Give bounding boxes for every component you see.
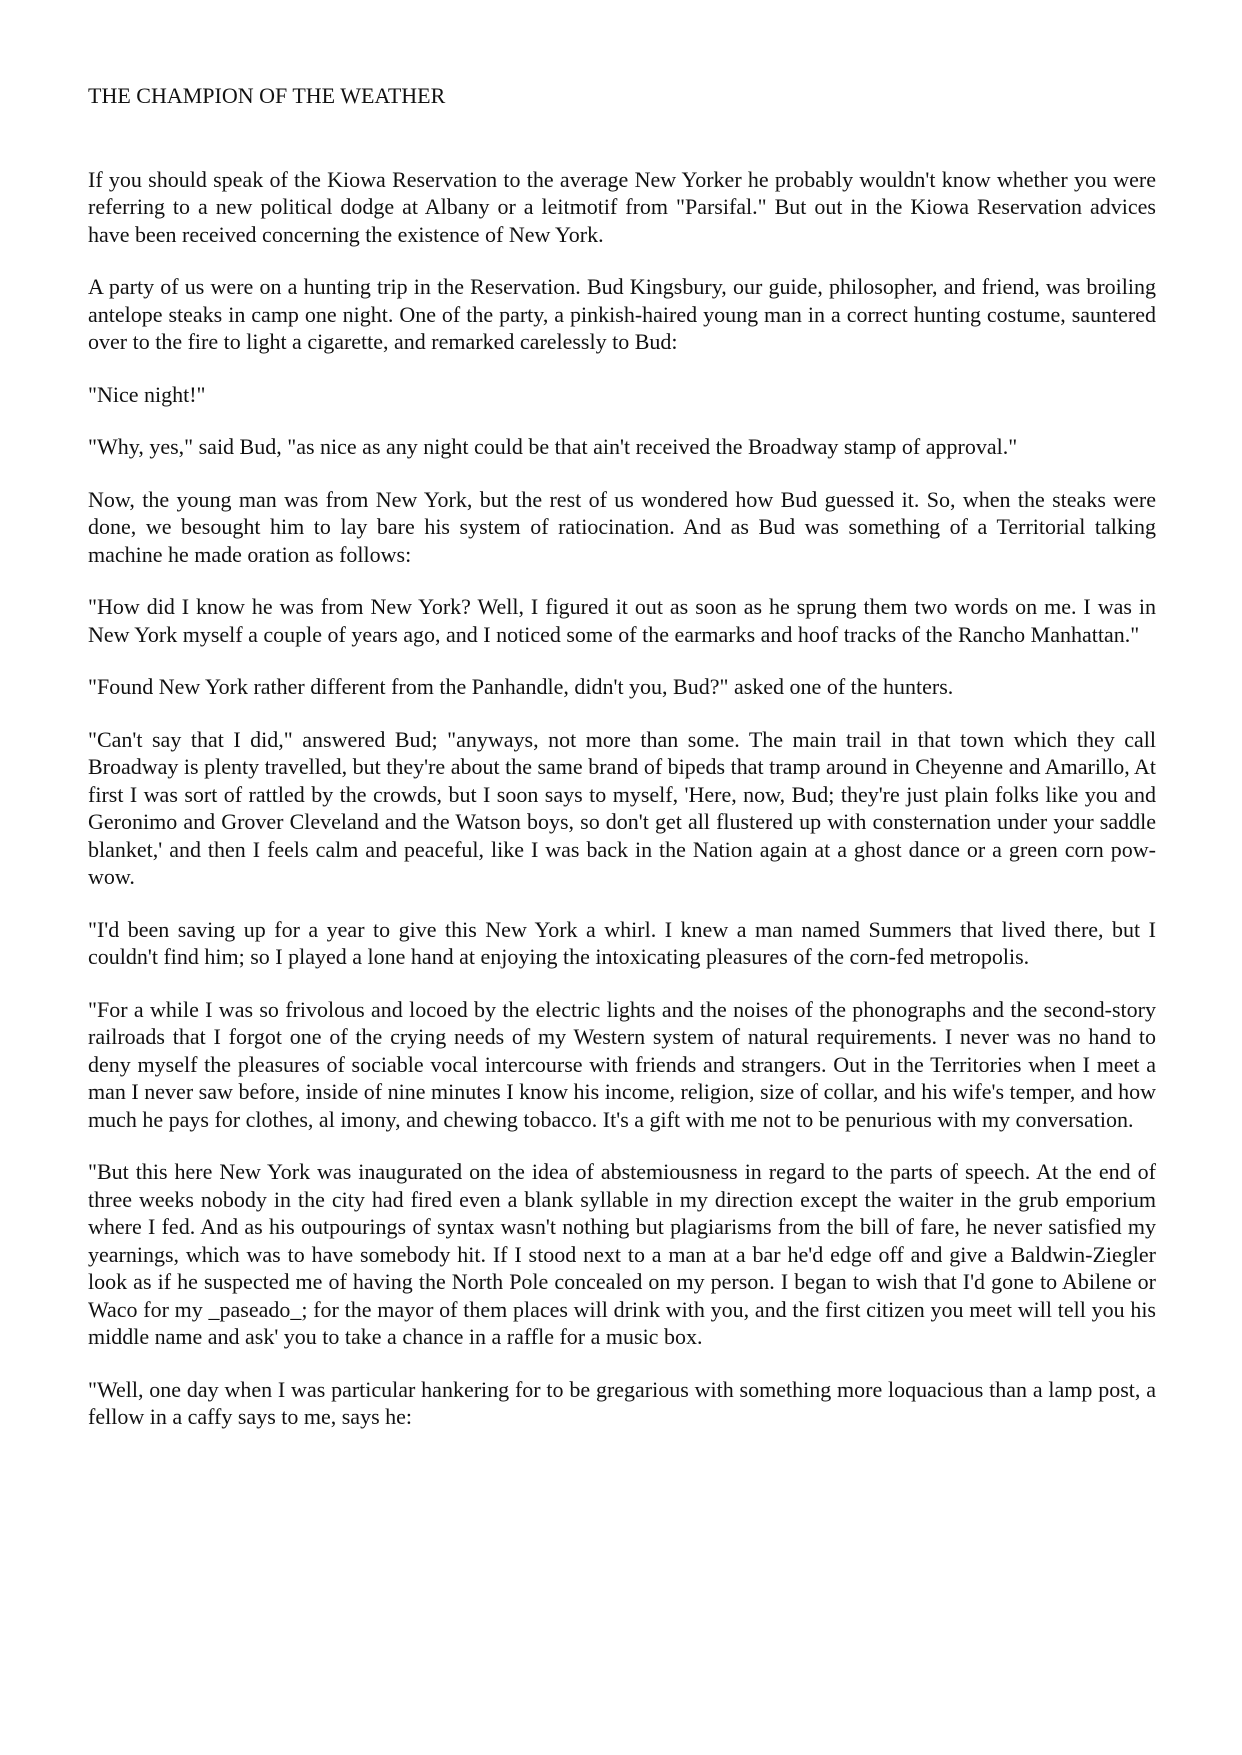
paragraph-6: "How did I know he was from New York? Well, I figured it out as soon as he sprung them two words on me. I was in New York myself a couple of years ago, and I noticed some of the earmarks and hoof tracks of the Rancho Manhattan." xyxy=(88,594,1156,647)
paragraph-4: "Why, yes," said Bud, "as nice as any night could be that ain't received the Broadway stamp of approval." xyxy=(88,434,1018,459)
paragraph-12: "Well, one day when I was particular hankering for to be gregarious with something more loquacious than a lamp post, a fellow in a caffy says to me, says he: xyxy=(88,1376,1156,1429)
paragraph-3: "Nice night!" xyxy=(88,381,206,407)
document-page xyxy=(88,82,1156,1456)
paragraph-7: "Found New York rather different from the Panhandle, didn't you, Bud?" asked one of the hunters. xyxy=(88,674,954,699)
paragraph-9: "I'd been saving up for a year to give this New York a whirl. I knew a man named Summers that lived there, but I couldn't find him; so I played a lone hand at enjoying the intoxicating pleasures of the corn-fed metropolis. xyxy=(88,916,1156,969)
paragraph-11: "But this here New York was inaugurated on the idea of abstemiousness in regard to the parts of speech. At the end of three weeks nobody in the city had fired even a blank syllable in my direction except the waiter in the grub emporium where I fed. And as his outpourings of syntax wasn't nothing but plagiarisms from the bill of fare, he never satisfied my yearnings, which was to have somebody hit. If I stood next to a man at a bar he'd edge off and give a Baldwin-Ziegler look as if he suspected me of having the North Pole concealed on my person. I began to wish that I'd gone to Abilene or Waco for my _paseado_; for the mayor of them places will drink with you, and the first citizen you meet will tell you his middle name and ask' you to take a chance in a raffle for a music box. xyxy=(88,1159,1156,1349)
paragraph-1: If you should speak of the Kiowa Reservation to the average New Yorker he probably wouldn't know whether you were referring to a new political dodge at Albany or a leitmotif from "Parsifal." But out in the Kiowa Reservation advices have been received concerning the existence of New York. xyxy=(88,166,1156,247)
paragraph-2: A party of us were on a hunting trip in the Reservation. Bud Kingsbury, our guide, philosopher, and friend, was broiling antelope steaks in camp one night. One of the party, a pinkish-haired young man in a correct hunting costume, sauntered over to the fire to light a cigarette, and remarked carelessly to Bud: xyxy=(88,274,1156,354)
story-title: THE CHAMPION OF THE WEATHER xyxy=(88,83,446,108)
paragraph-10: "For a while I was so frivolous and locoed by the electric lights and the noises of the phonographs and the second-story railroads that I forgot one of the crying needs of my Western system of natural requirements. I never was no hand to deny myself the pleasures of sociable vocal intercourse with friends and strangers. Out in the Territories when I meet a man I never saw before, inside of nine minutes I know his income, religion, size of collar, and his wife's temper, and how much he pays for clothes, al imony, and chewing tobacco. It's a gift with me not to be penurious with my conversation. xyxy=(88,996,1156,1132)
paragraph-5: Now, the young man was from New York, but the rest of us wondered how Bud guessed it. So, when the steaks were done, we besought him to lay bare his system of ratiocination. And as Bud was something of a Territorial talking machine he made oration as follows: xyxy=(88,486,1156,567)
paragraph-8: "Can't say that I did," answered Bud; "anyways, not more than some. The main trail in that town which they call Broadway is plenty travelled, but they're about the same brand of bipeds that tramp around in Cheyenne and Amarillo, At first I was sort of rattled by the crowds, but I soon says to myself, 'Here, now, Bud; they're just plain folks like you and Geronimo and Grover Cleveland and the Watson boys, so don't get all flustered up with consternation under your saddle blanket,' and then I feels calm and peaceful, like I was back in the Nation again at a ghost dance or a green corn pow-wow. xyxy=(88,726,1156,889)
